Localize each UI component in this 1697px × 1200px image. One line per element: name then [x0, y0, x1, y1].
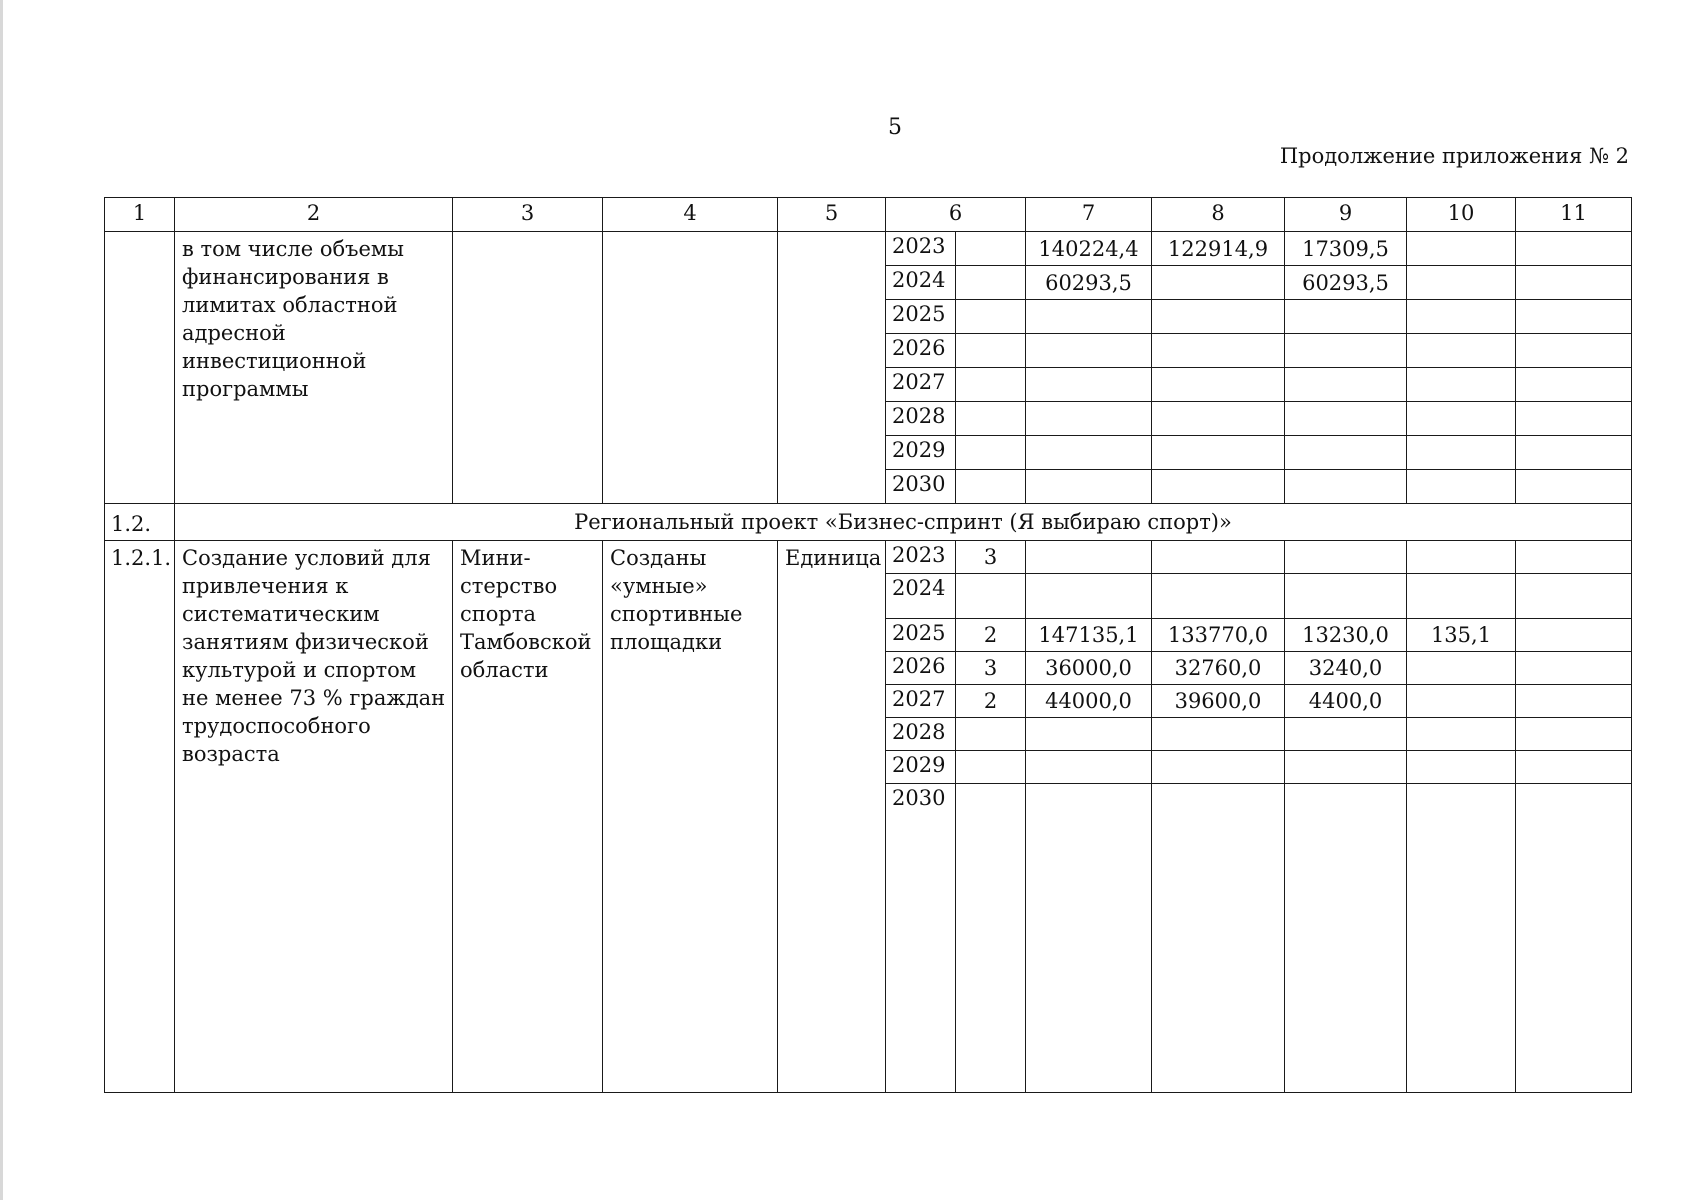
col11-cell — [1516, 718, 1632, 751]
year-cell: 2028 — [886, 718, 956, 751]
col6-cell — [956, 470, 1026, 504]
col6-cell — [956, 368, 1026, 402]
description-cell: в том числе объемы финансирования в лимитах областной адресной инвестиционной программы — [175, 232, 453, 504]
col6-cell — [956, 266, 1026, 300]
col6-cell — [956, 300, 1026, 334]
col9-cell: 17309,5 — [1285, 232, 1407, 266]
col8-cell — [1152, 266, 1285, 300]
col9-cell — [1285, 784, 1407, 1093]
col6-cell — [956, 232, 1026, 266]
col8-cell: 133770,0 — [1152, 619, 1285, 652]
header-cell: 10 — [1407, 198, 1516, 232]
col9-cell — [1285, 470, 1407, 504]
year-cell: 2024 — [886, 266, 956, 300]
section-title: Региональный проект «Бизнес-спринт (Я выбираю спорт)» — [175, 504, 1632, 541]
section-row — [105, 504, 1632, 541]
col9-cell — [1285, 541, 1407, 574]
col8-cell — [1152, 368, 1285, 402]
year-cell: 2023 — [886, 232, 956, 266]
col8-cell — [1152, 718, 1285, 751]
col7-cell — [1026, 751, 1152, 784]
col8-cell: 32760,0 — [1152, 652, 1285, 685]
col7-cell — [1026, 300, 1152, 334]
col8-cell — [1152, 574, 1285, 619]
table-row — [105, 541, 1632, 574]
col8-cell — [1152, 541, 1285, 574]
col6-cell: 3 — [956, 652, 1026, 685]
col11-cell — [1516, 402, 1632, 436]
unit-cell — [778, 232, 886, 504]
col7-cell — [1026, 574, 1152, 619]
col10-cell — [1407, 574, 1516, 619]
col10-cell — [1407, 541, 1516, 574]
item-code: 1.2.1. — [105, 541, 175, 1093]
col7-cell: 140224,4 — [1026, 232, 1152, 266]
col7-cell: 147135,1 — [1026, 619, 1152, 652]
header-cell: 5 — [778, 198, 886, 232]
col8-cell — [1152, 402, 1285, 436]
col11-cell — [1516, 541, 1632, 574]
col9-cell — [1285, 368, 1407, 402]
col10-cell — [1407, 232, 1516, 266]
col9-cell — [1285, 574, 1407, 619]
col6-cell — [956, 402, 1026, 436]
col9-cell — [1285, 436, 1407, 470]
description-cell: Создание условий для привлечения к систематическим занятиям физической культурой и спортом не менее 73 % граждан трудоспособного возраста — [175, 541, 453, 1093]
col6-cell: 3 — [956, 541, 1026, 574]
header-cell: 3 — [453, 198, 603, 232]
header-cell: 4 — [603, 198, 778, 232]
header-cell: 11 — [1516, 198, 1632, 232]
year-cell: 2025 — [886, 619, 956, 652]
col7-cell: 36000,0 — [1026, 652, 1152, 685]
year-cell: 2027 — [886, 368, 956, 402]
page-number: 5 — [888, 115, 902, 140]
year-cell: 2024 — [886, 574, 956, 619]
table-body — [105, 198, 1632, 1093]
col7-cell — [1026, 402, 1152, 436]
header-cell: 6 — [886, 198, 1026, 232]
col7-cell — [1026, 470, 1152, 504]
year-cell: 2026 — [886, 652, 956, 685]
col11-cell — [1516, 470, 1632, 504]
header-cell: 1 — [105, 198, 175, 232]
col11-cell — [1516, 685, 1632, 718]
col8-cell — [1152, 300, 1285, 334]
year-cell: 2030 — [886, 470, 956, 504]
col7-cell — [1026, 368, 1152, 402]
col10-cell — [1407, 751, 1516, 784]
col11-cell — [1516, 784, 1632, 1093]
table-row — [105, 232, 1632, 266]
col6-cell — [956, 334, 1026, 368]
col10-cell — [1407, 685, 1516, 718]
code-cell — [105, 232, 175, 504]
col6-cell — [956, 784, 1026, 1093]
col11-cell — [1516, 232, 1632, 266]
appendix-label: Продолжение приложения № 2 — [1279, 144, 1629, 168]
col7-cell — [1026, 718, 1152, 751]
year-cell: 2026 — [886, 334, 956, 368]
col8-cell — [1152, 334, 1285, 368]
budget-table — [104, 197, 1632, 1093]
col7-cell — [1026, 436, 1152, 470]
col9-cell — [1285, 751, 1407, 784]
header-cell: 9 — [1285, 198, 1407, 232]
col7-cell: 44000,0 — [1026, 685, 1152, 718]
col8-cell — [1152, 436, 1285, 470]
col6-cell — [956, 718, 1026, 751]
year-cell: 2027 — [886, 685, 956, 718]
col9-cell: 60293,5 — [1285, 266, 1407, 300]
col11-cell — [1516, 266, 1632, 300]
col11-cell — [1516, 619, 1632, 652]
col8-cell — [1152, 470, 1285, 504]
col6-cell — [956, 436, 1026, 470]
col11-cell — [1516, 436, 1632, 470]
section-code: 1.2. — [105, 504, 175, 541]
col6-cell — [956, 751, 1026, 784]
responsible-cell — [453, 232, 603, 504]
col10-cell — [1407, 436, 1516, 470]
year-cell: 2023 — [886, 541, 956, 574]
col10-cell — [1407, 266, 1516, 300]
col7-cell: 60293,5 — [1026, 266, 1152, 300]
col9-cell — [1285, 718, 1407, 751]
col10-cell — [1407, 368, 1516, 402]
col11-cell — [1516, 751, 1632, 784]
col9-cell — [1285, 300, 1407, 334]
result-cell — [603, 232, 778, 504]
col10-cell — [1407, 784, 1516, 1093]
col8-cell — [1152, 784, 1285, 1093]
col9-cell: 13230,0 — [1285, 619, 1407, 652]
col10-cell — [1407, 470, 1516, 504]
col9-cell — [1285, 402, 1407, 436]
responsible-cell: Мини-стерство спорта Тамбовской области — [453, 541, 603, 1093]
col6-cell: 2 — [956, 619, 1026, 652]
col6-cell: 2 — [956, 685, 1026, 718]
col10-cell — [1407, 334, 1516, 368]
col8-cell — [1152, 751, 1285, 784]
col11-cell — [1516, 368, 1632, 402]
col10-cell — [1407, 718, 1516, 751]
col8-cell: 39600,0 — [1152, 685, 1285, 718]
col6-cell — [956, 574, 1026, 619]
col10-cell — [1407, 300, 1516, 334]
header-cell: 2 — [175, 198, 453, 232]
year-cell: 2029 — [886, 436, 956, 470]
col11-cell — [1516, 574, 1632, 619]
year-cell: 2025 — [886, 300, 956, 334]
header-cell: 8 — [1152, 198, 1285, 232]
col10-cell: 135,1 — [1407, 619, 1516, 652]
col11-cell — [1516, 334, 1632, 368]
header-row — [105, 198, 1632, 232]
col9-cell: 3240,0 — [1285, 652, 1407, 685]
col9-cell — [1285, 334, 1407, 368]
result-cell: Созданы «умные» спортивные площадки — [603, 541, 778, 1093]
col9-cell: 4400,0 — [1285, 685, 1407, 718]
col7-cell — [1026, 784, 1152, 1093]
col10-cell — [1407, 402, 1516, 436]
col11-cell — [1516, 300, 1632, 334]
unit-cell: Единица — [778, 541, 886, 1093]
col11-cell — [1516, 652, 1632, 685]
year-cell: 2028 — [886, 402, 956, 436]
col7-cell — [1026, 541, 1152, 574]
year-cell: 2030 — [886, 784, 956, 1093]
col7-cell — [1026, 334, 1152, 368]
col8-cell: 122914,9 — [1152, 232, 1285, 266]
year-cell: 2029 — [886, 751, 956, 784]
scan-edge — [0, 0, 3, 1200]
col10-cell — [1407, 652, 1516, 685]
header-cell: 7 — [1026, 198, 1152, 232]
